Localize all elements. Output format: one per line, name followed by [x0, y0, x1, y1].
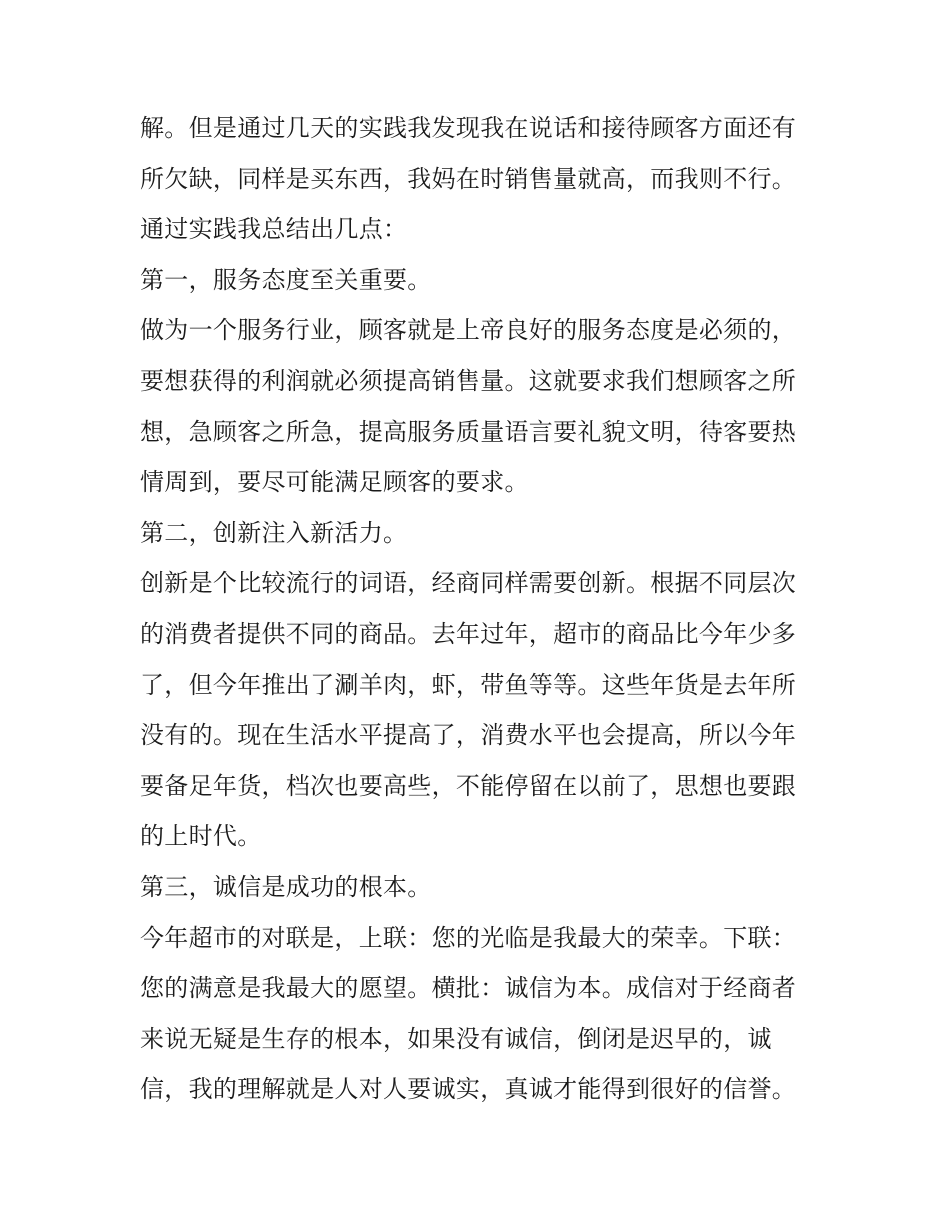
- section-heading-3: 第三，诚信是成功的根本。: [140, 872, 432, 901]
- text-line: 的消费者提供不同的商品。去年过年，超市的商品比今年少多: [140, 619, 797, 648]
- text-line: 解。但是通过几天的实践我发现我在说话和接待顾客方面还有: [140, 114, 797, 142]
- text-line: 要备足年货，档次也要高些，不能停留在以前了，思想也要跟: [140, 771, 797, 800]
- text-line: 没有的。现在生活水平提高了，消费水平也会提高，所以今年: [140, 721, 797, 750]
- text-line: 信，我的理解就是人对人要诚实，真诚才能得到很好的信誉。: [140, 1075, 797, 1104]
- text-line: 想，急顾客之所急，提高服务质量语言要礼貌文明，待客要热: [140, 417, 797, 446]
- text-line: 您的满意是我最大的愿望。横批：诚信为本。成信对于经商者: [140, 974, 797, 1003]
- text-line: 做为一个服务行业，顾客就是上帝良好的服务态度是必须的，: [140, 316, 797, 345]
- text-line: 的上时代。: [140, 822, 262, 851]
- document-body: [140, 103, 820, 1115]
- text-line: 今年超市的对联是，上联：您的光临是我最大的荣幸。下联：: [140, 923, 797, 952]
- text-line: 了，但今年推出了涮羊肉，虾，带鱼等等。这些年货是去年所: [140, 670, 797, 699]
- text-line: 所欠缺，同样是买东西，我妈在时销售量就高，而我则不行。: [140, 164, 797, 193]
- text-line: 要想获得的利润就必须提高销售量。这就要求我们想顾客之所: [140, 366, 797, 395]
- text-line: 通过实践我总结出几点：: [140, 215, 408, 244]
- text-line: 情周到，要尽可能满足顾客的要求。: [140, 468, 529, 497]
- section-heading-2: 第二，创新注入新活力。: [140, 518, 408, 547]
- text-line: 创新是个比较流行的词语，经商同样需要创新。根据不同层次: [140, 569, 797, 598]
- text-line: 来说无疑是生存的根本，如果没有诚信，倒闭是迟早的，诚: [140, 1024, 772, 1053]
- section-heading-1: 第一，服务态度至关重要。: [140, 265, 432, 294]
